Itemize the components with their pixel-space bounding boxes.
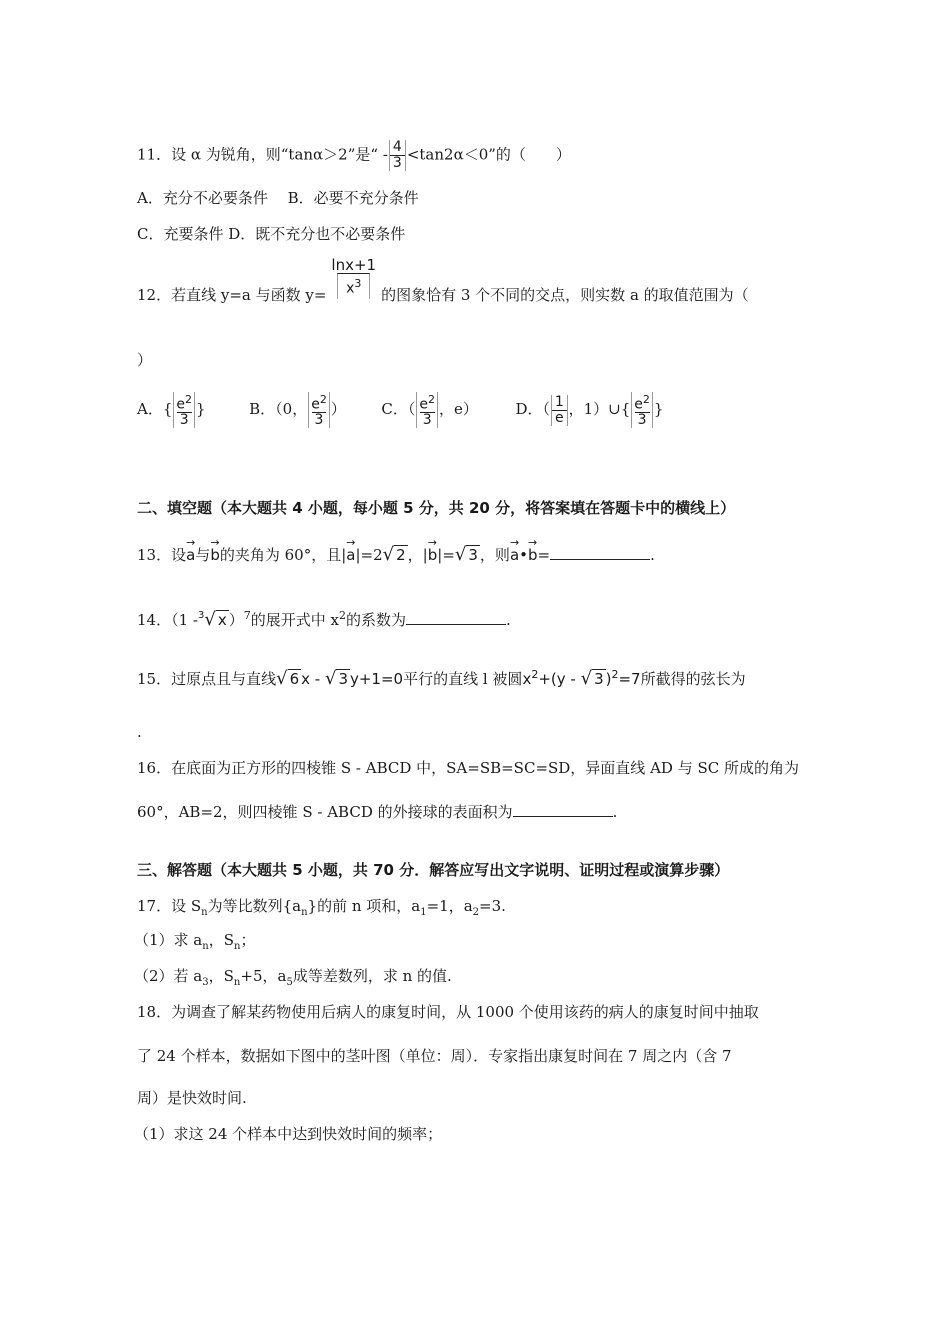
function-fraction (327, 258, 380, 299)
q16-line2: 60°，AB=2，则四棱锥 S - ABCD 的外接球的表面积为 . (137, 800, 617, 822)
section-2-title: 二、填空题（本大题共 4 小题，每小题 5 分，共 20 分，将答案填在答题卡中的横线上） (137, 499, 736, 517)
q18-line3: 周）是快效时间. (137, 1089, 247, 1107)
q17-stem: 17．设 $S_n$为等比数列$\{a_n\}$的前 n 项和，$a_1=1$，$a_2=3$. (137, 897, 506, 918)
q17-part1: （1）求 $a_n$，$S_n$； (134, 931, 256, 952)
q12-option-b: B．（0， $\frac{e^2}{3}$ ） (249, 392, 346, 429)
q15: 15．过原点且与直线√ 6 x - √ 3 y+1=0平行的直线 l 被圆$x^2+(y$ - √ 3 )$^2$=7所截得的弦长为 (137, 668, 746, 689)
q12-stem-a: 12．若直线 y=a 与函数 y= (137, 286, 327, 304)
cube-root-x: $^3$√ x (197, 609, 227, 630)
q12-options (137, 388, 663, 430)
frac-num: 4 (392, 139, 402, 155)
answer-blank (550, 543, 650, 560)
q11-options-cd: C．充要条件 D．既不充分也不必要条件 (137, 225, 406, 243)
fraction-e2-3: $\frac{e^2}{3}$ (631, 392, 653, 429)
frac-den: 3 (390, 155, 405, 171)
line-equation: √ 6 x - √ 3 y+1=0 (276, 668, 404, 689)
fraction-e2-3: $\frac{e^2}{3}$ (173, 392, 195, 429)
q18-line1: 18．为调查了解某药物使用后病人的康复时间，从 1000 个使用该药的病人的康复时间中抽取 (137, 1003, 759, 1021)
q18-part1: （1）求这 24 个样本中达到快效时间的频率； (134, 1125, 443, 1143)
q17-part2: （2）若 $a_3$，$S_n+5$，$a_5$成等差数列，求 n 的值. (134, 967, 452, 988)
q12-stem (137, 256, 749, 306)
sqrt-2: √ 2 (382, 544, 406, 565)
section-3-title: 三、解答题（本大题共 5 小题，共 70 分．解答应写出文字说明、证明过程或演算步骤） (137, 861, 730, 879)
q18-line2: 了 24 个样本，数据如下图中的茎叶图（单位：周）．专家指出康复时间在 7 周之内（含 7 (137, 1047, 732, 1065)
q12-stem-end: ） (137, 351, 153, 369)
q12-option-a: A．{ $\frac{e^2}{3}$ } (137, 392, 206, 429)
q12-stem-b: 的图象恰有 3 个不同的交点，则实数 a 的取值范围为（ (381, 286, 749, 304)
vector-a: → a (186, 545, 195, 565)
answer-blank (513, 800, 613, 817)
answer-blank (406, 608, 506, 625)
q14: 14．（1 -$^3$√ x ）$^7$的展开式中 $x^2$的系数为 . (137, 609, 511, 630)
q11-stem (137, 140, 571, 171)
func-num: lnx+1 (331, 256, 377, 274)
fraction-e2-3: $\frac{e^2}{3}$ (308, 392, 330, 429)
q12-option-c: C．（ $\frac{e^2}{3}$ ，e） (381, 392, 478, 429)
fraction-4-3 (389, 140, 406, 171)
func-den: $x^3$ (337, 273, 370, 299)
q12-option-d: D．（ $\frac{1}{e}$ ，1）∪{ $\frac{e^2}{3}$ } (515, 392, 664, 429)
q16-line1: 16．在底面为正方形的四棱锥 S - ABCD 中，SA=SB=SC=SD，异面直线 AD 与 SC 所成的角为 (137, 759, 799, 777)
circle-equation: $x^2+(y$ - √ 3 )$^2$=7 (522, 668, 641, 689)
q11-stem-a: 11．设 α 为锐角，则“tanα＞2”是“ - (137, 145, 388, 164)
frac-num: $e^2$ (176, 392, 193, 413)
q15-end: . (137, 723, 142, 741)
q11-options-ab: A．充分不必要条件 B．必要不充分条件 (137, 189, 419, 207)
sqrt-3: √ 3 (454, 544, 478, 565)
q13: 13．设→ a与→ b的夹角为 60°，且|→ a|=2√ 2 ，|→ b|=√ 3 ，则→ a•→ b= . (137, 543, 655, 565)
fraction-1-e: $\frac{1}{e}$ (551, 395, 568, 426)
q11-stem-b: <tan2α＜0”的（ ） (406, 145, 571, 164)
vector-b: → b (210, 545, 220, 565)
fraction-e2-3: $\frac{e^2}{3}$ (416, 392, 438, 429)
